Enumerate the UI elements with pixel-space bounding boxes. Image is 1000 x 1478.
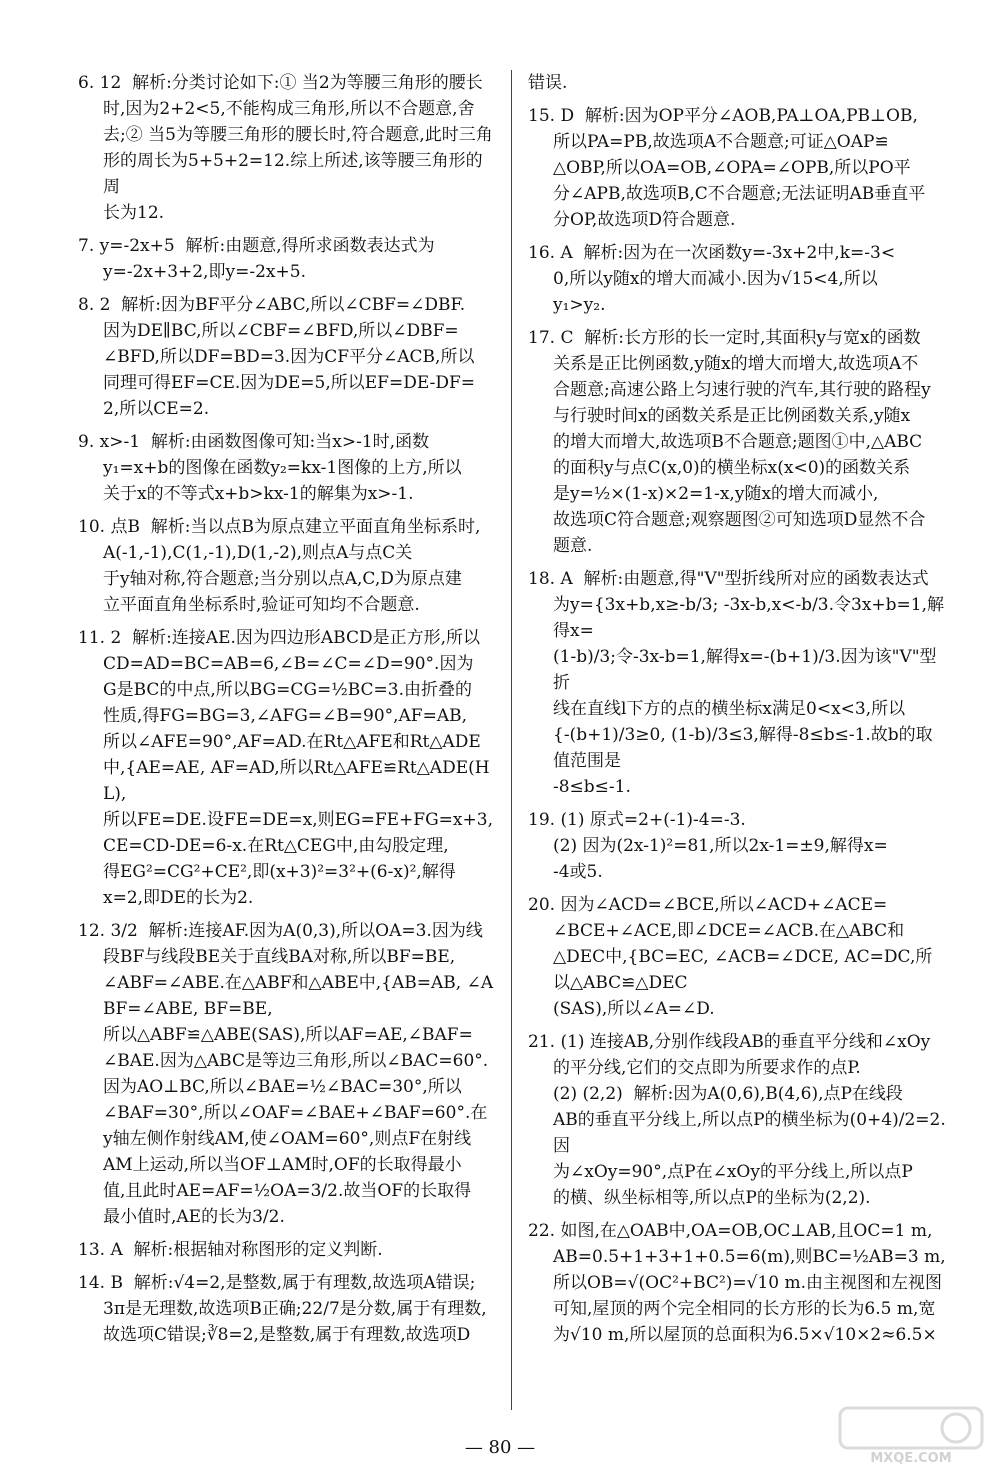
answer-line: 18. A 解析:由题意,得"V"型折线所对应的函数表达式 (528, 569, 929, 589)
answer-line: 时,因为2+2<5,不能构成三角形,所以不合题意,舍 (103, 99, 475, 119)
answer-line: 3π是无理数,故选项B正确;22/7是分数,属于有理数, (103, 1299, 487, 1319)
answer-item (528, 240, 948, 318)
page-number: — 80 — (464, 1437, 536, 1458)
answer-item (528, 566, 948, 800)
watermark-text: MXQE.COM (870, 1451, 952, 1466)
answer-line: 同理可得EF=CE.因为DE=5,所以EF=DE-DF= (103, 373, 475, 393)
answer-line: -8≤b≤-1. (553, 777, 631, 797)
answer-item (78, 1270, 494, 1348)
answer-line: 于y轴对称,符合题意;当分别以点A,C,D为原点建 (103, 569, 462, 589)
answer-line: 所以FE=DE.设FE=DE=x,则EG=FE+FG=x+3, (103, 810, 493, 830)
answer-line: 2,所以CE=2. (103, 399, 210, 419)
answer-line: 所以PA=PB,故选项A不合题意;可证△OAP≌ (553, 132, 889, 152)
answer-line: AM上运动,所以当OF⊥AM时,OF的长取得最小 (103, 1155, 462, 1175)
answer-line: 10. 点B 解析:当以点B为原点建立平面直角坐标系时, (78, 517, 481, 537)
answer-line: 是y=½×(1-x)×2=1-x,y随x的增大而减小, (553, 484, 879, 504)
answer-line: 7. y=-2x+5 解析:由题意,得所求函数表达式为 (78, 236, 435, 256)
answer-line: 题意. (553, 536, 593, 556)
answer-line: (2) 因为(2x-1)²=81,所以2x-1=±9,解得x= (553, 836, 888, 856)
answer-line: 20. 因为∠ACD=∠BCE,所以∠ACD+∠ACE= (528, 895, 888, 915)
answer-line: 形的周长为5+5+2=12.综上所述,该等腰三角形的周 (103, 151, 483, 197)
answer-line: 14. B 解析:√4=2,是整数,属于有理数,故选项A错误; (78, 1273, 476, 1293)
right-column (528, 70, 948, 1355)
answer-item (78, 625, 494, 911)
answer-line: 21. (1) 连接AB,分别作线段AB的垂直平分线和∠xOy (528, 1032, 931, 1052)
answer-item (528, 892, 948, 1022)
answer-item (78, 70, 494, 226)
answer-line: A(-1,-1),C(1,-1),D(1,-2),则点A与点C关 (103, 543, 413, 563)
answer-line: 的面积y与点C(x,0)的横坐标x(x<0)的函数关系 (553, 458, 911, 478)
answer-line: ∠BFD,所以DF=BD=3.因为CF平分∠ACB,所以 (103, 347, 475, 367)
answer-line: 去;② 当5为等腰三角形的腰长时,符合题意,此时三角 (103, 125, 493, 145)
answer-line: △DEC中,{BC=EC, ∠ACB=∠DCE, AC=DC,所以△ABC≌△DEC (553, 947, 933, 993)
answer-line: 线在直线l下方的点的横坐标x满足0<x<3,所以 (553, 699, 906, 719)
answer-line: 6. 12 解析:分类讨论如下:① 当2为等腰三角形的腰长 (78, 73, 483, 93)
answer-line: 为∠xOy=90°,点P在∠xOy的平分线上,所以点P (553, 1162, 913, 1182)
answer-line: 得EG²=CG²+CE²,即(x+3)²=3²+(6-x)²,解得 (103, 862, 456, 882)
answer-line: 所以OB=√(OC²+BC²)=√10 m.由主视图和左视图 (553, 1273, 943, 1293)
answer-line: 19. (1) 原式=2+(-1)-4=-3. (528, 810, 746, 830)
answer-line: 15. D 解析:因为OP平分∠AOB,PA⊥OA,PB⊥OB, (528, 106, 918, 126)
answer-line: CE=CD-DE=6-x.在Rt△CEG中,由勾股定理, (103, 836, 449, 856)
answer-line: y轴左侧作射线AM,使∠OAM=60°,则点F在射线 (103, 1129, 472, 1149)
answer-line: △OBP,所以OA=OB,∠OPA=∠OPB,所以PO平 (553, 158, 911, 178)
answer-line: 故选项C符合题意;观察题图②可知选项D显然不合 (553, 510, 926, 530)
answer-item (78, 918, 494, 1230)
answer-line: 12. 3/2 解析:连接AF.因为A(0,3),所以OA=3.因为线 (78, 921, 483, 941)
answer-item (528, 103, 948, 233)
answer-line: ∠ABF=∠ABE.在△ABF和△ABE中,{AB=AB, ∠ABF=∠ABE, BF=BE, (103, 973, 494, 1019)
answer-line: AB=0.5+1+3+1+0.5=6(m),则BC=½AB=3 m, (553, 1247, 946, 1267)
answer-item (78, 429, 494, 507)
answer-line: y₁=x+b的图像在函数y₂=kx-1图像的上方,所以 (103, 458, 462, 478)
answer-line: ∠BAF=30°,所以∠OAF=∠BAE+∠BAF=60°.在 (103, 1103, 488, 1123)
answer-line: 错误. (528, 73, 568, 93)
answer-line: 8. 2 解析:因为BF平分∠ABC,所以∠CBF=∠DBF. (78, 295, 466, 315)
answer-line: {-(b+1)/3≥0, (1-b)/3≤3,解得-8≤b≤-1.故b的取值范围是 (553, 725, 933, 771)
answer-line: 的增大而增大,故选项B不合题意;题图①中,△ABC (553, 432, 923, 452)
answer-line: x=2,即DE的长为2. (103, 888, 254, 908)
answer-line: 分OP,故选项D符合题意. (553, 210, 736, 230)
answer-line: 9. x>-1 解析:由函数图像可知:当x>-1时,函数 (78, 432, 430, 452)
answer-line: 22. 如图,在△OAB中,OA=OB,OC⊥AB,且OC=1 m, (528, 1221, 933, 1241)
answer-line: y₁>y₂. (553, 295, 606, 315)
answer-line: ∠BCE+∠ACE,即∠DCE=∠ACB.在△ABC和 (553, 921, 905, 941)
column-divider (511, 70, 512, 1410)
answer-line: 0,所以y随x的增大而减小.因为√15<4,所以 (553, 269, 878, 289)
answer-line: 所以△ABF≌△ABE(SAS),所以AF=AE,∠BAF= (103, 1025, 473, 1045)
answer-item (528, 325, 948, 559)
answer-line: 关系是正比例函数,y随x的增大而增大,故选项A不 (553, 354, 919, 374)
answer-item (528, 70, 948, 96)
answer-line: 17. C 解析:长方形的长一定时,其面积y与宽x的函数 (528, 328, 921, 348)
answer-line: 分∠APB,故选项B,C不合题意;无法证明AB垂直平 (553, 184, 926, 204)
watermark-logo (836, 1404, 986, 1466)
answer-line: (1-b)/3;令-3x-b=1,解得x=-(b+1)/3.因为该"V"型折 (553, 647, 937, 693)
answer-line: (2) (2,2) 解析:因为A(0,6),B(4,6),点P在线段 (553, 1084, 903, 1104)
answer-item (78, 1237, 494, 1263)
answer-line: -4或5. (553, 862, 603, 882)
answer-line: 中,{AE=AE, AF=AD,所以Rt△AFE≌Rt△ADE(HL), (103, 758, 490, 804)
answer-line: 立平面直角坐标系时,验证可知均不合题意. (103, 595, 420, 615)
answer-line: 为y={3x+b,x≥-b/3; -3x-b,x<-b/3.令3x+b=1,解得x= (553, 595, 945, 641)
answer-line: 段BF与线段BE关于直线BA对称,所以BF=BE, (103, 947, 456, 967)
answer-line: (SAS),所以∠A=∠D. (553, 999, 715, 1019)
left-column (78, 70, 494, 1355)
answer-line: 关于x的不等式x+b>kx-1的解集为x>-1. (103, 484, 414, 504)
answer-line: 合题意;高速公路上匀速行驶的汽车,其行驶的路程y (553, 380, 931, 400)
answer-line: 故选项C错误;∛8=2,是整数,属于有理数,故选项D (103, 1325, 471, 1345)
answer-line: G是BC的中点,所以BG=CG=½BC=3.由折叠的 (103, 680, 473, 700)
answer-line: y=-2x+3+2,即y=-2x+5. (103, 262, 306, 282)
answer-item (528, 807, 948, 885)
answer-line: 值,且此时AE=AF=½OA=3/2.故当OF的长取得 (103, 1181, 472, 1201)
answer-line: ∠BAE.因为△ABC是等边三角形,所以∠BAC=60°. (103, 1051, 489, 1071)
answer-line: 11. 2 解析:连接AE.因为四边形ABCD是正方形,所以 (78, 628, 481, 648)
answer-line: 与行驶时间x的函数关系是正比例函数关系,y随x (553, 406, 911, 426)
answer-line: 可知,屋顶的两个完全相同的长方形的长为6.5 m,宽 (553, 1299, 936, 1319)
answer-item (78, 514, 494, 618)
answer-line: AB的垂直平分线上,所以点P的横坐标为(0+4)/2=2.因 (553, 1110, 946, 1156)
answer-item (528, 1218, 948, 1348)
answer-line: 因为DE∥BC,所以∠CBF=∠BFD,所以∠DBF= (103, 321, 459, 341)
answer-line: CD=AD=BC=AB=6,∠B=∠C=∠D=90°.因为 (103, 654, 474, 674)
answer-line: 因为AO⊥BC,所以∠BAE=½∠BAC=30°,所以 (103, 1077, 462, 1097)
answer-item (78, 233, 494, 285)
answer-line: 13. A 解析:根据轴对称图形的定义判断. (78, 1240, 383, 1260)
answer-item (528, 1029, 948, 1211)
answer-line: 性质,得FG=BG=3,∠AFG=∠B=90°,AF=AB, (103, 706, 468, 726)
answer-line: 最小值时,AE的长为3/2. (103, 1207, 285, 1227)
answer-line: 长为12. (103, 203, 165, 223)
answer-line: 的平分线,它们的交点即为所要求作的点P. (553, 1058, 861, 1078)
answer-line: 的横、纵坐标相等,所以点P的坐标为(2,2). (553, 1188, 871, 1208)
answer-line: 所以∠AFE=90°,AF=AD.在Rt△AFE和Rt△ADE (103, 732, 481, 752)
answer-line: 为√10 m,所以屋顶的总面积为6.5×√10×2≈6.5× (553, 1325, 937, 1345)
answer-item (78, 292, 494, 422)
answer-line: 16. A 解析:因为在一次函数y=-3x+2中,k=-3< (528, 243, 896, 263)
